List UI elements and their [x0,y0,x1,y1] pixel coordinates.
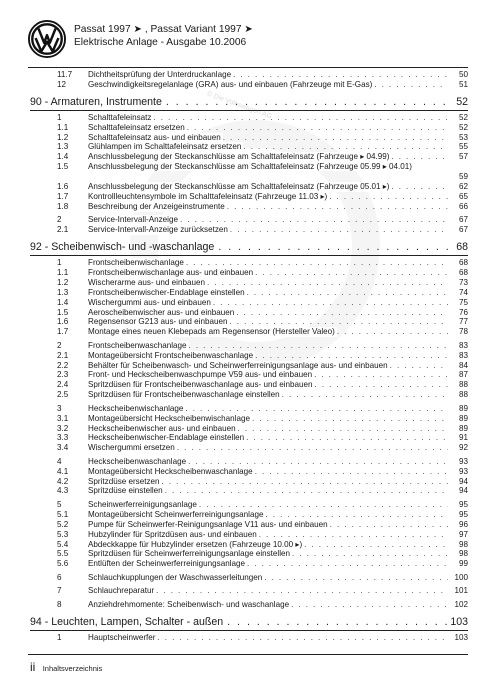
entry-number: 3.3 [57,433,69,443]
chapter-divider [30,630,468,631]
leader-dots [252,414,448,424]
leader-dots [233,70,448,80]
entry-number: 2 [57,215,62,225]
page-header [28,20,465,66]
footer-divider [28,654,468,655]
leader-dots [314,370,448,380]
toc-entry[interactable] [30,510,468,520]
leader-dots [255,467,448,477]
entry-page-number: 91 [458,433,468,443]
toc-entry[interactable] [30,424,468,434]
leader-dots [330,520,448,530]
entry-title: Spritzdüsen für Scheinwerferreinigungsanlage einstellen [88,549,291,559]
entry-number: 2.4 [57,380,69,390]
toc-entry[interactable] [30,192,468,202]
entry-title: Service-Intervall-Anzeige zurücksetzen [88,225,228,235]
entry-page-number: 62 [458,182,468,192]
toc-entry[interactable] [30,327,468,337]
leader-dots [374,80,448,90]
entry-page-number: 68 [458,267,468,277]
toc-entry[interactable] [30,298,468,308]
entry-title: Anschlussbelegung der Steckanschlüsse am Schalttafeleinsatz (Fahrzeuge 05.01 ▸) [88,182,390,192]
entry-title: Service-Intervall-Anzeige [88,215,178,225]
leader-dots [213,298,448,308]
entry-page-number: 76 [458,307,468,317]
chapter-page-number: 68 [456,241,468,254]
entry-page-number: 92 [458,443,468,453]
entry-title: Spritzdüse ersetzen [88,476,160,486]
entry-page-number: 93 [458,456,468,466]
toc-entry[interactable] [30,142,468,152]
toc-entry[interactable] [30,182,468,192]
entry-number: 1.6 [57,182,69,192]
leader-dots [329,192,448,202]
leader-dots [337,327,448,337]
entry-number: 5 [57,499,62,509]
entry-page-number: 52 [458,122,468,132]
leader-dots [390,361,448,371]
leader-dots [304,540,448,550]
entry-title: Schalttafeleinsatz aus- und einbauen [88,132,221,142]
entry-page-number: 97 [458,529,468,539]
toc-entry[interactable] [30,500,468,510]
chapter-heading[interactable] [30,239,468,255]
entry-title: Pumpe für Scheinwerfer-Reinigungsanlage V11 aus- und einbauen [88,519,328,529]
toc-entry[interactable] [30,123,468,133]
entry-title: Wischerarme aus- und einbauen [88,277,205,287]
entry-page-number: 89 [458,423,468,433]
toc-entry[interactable] [30,457,468,467]
leader-dots [230,317,449,327]
toc-entry[interactable] [30,268,468,278]
entry-title: Frontscheibenwischanlage aus- und einbauen [88,267,254,277]
entry-number: 4.2 [57,476,69,486]
toc-entry[interactable] [30,549,468,559]
entry-page-number: 55 [458,142,468,152]
toc-entry[interactable] [30,477,468,487]
entry-number: 3.4 [57,443,69,453]
entry-page-number: 95 [458,509,468,519]
header-divider [28,67,468,68]
entry-title: Scheinwerferreinigungsanlage [88,499,197,509]
entry-number: 5.4 [57,539,69,549]
entry-number: 2.1 [57,225,69,235]
entry-title: Frontscheibenwischer-Endablage einstellen [88,287,245,297]
leader-dots [189,341,448,351]
entry-page-number: 87 [458,370,468,380]
watermark-text: © Die Volkswagen AG [205,90,273,121]
leader-dots [185,404,448,414]
toc-entry[interactable] [30,530,468,540]
leader-dots [247,559,448,569]
entry-number: 1.3 [57,287,69,297]
entry-page-number: 96 [458,519,468,529]
entry-number: 11.7 [57,70,73,79]
entry-number: 3 [57,403,62,413]
footer-page-number: ii [30,660,36,674]
entry-number: 5.3 [57,529,69,539]
toc-entry[interactable] [30,433,468,443]
entry-page-number: 89 [458,413,468,423]
leader-dots [259,530,448,540]
toc-entry[interactable] [30,370,468,380]
entry-page-number: 89 [458,403,468,413]
leader-dots [187,123,448,133]
leader-dots [166,94,450,110]
leader-dots [177,443,448,453]
leader-dots [165,486,448,496]
entry-number: 3.2 [57,423,69,433]
leader-dots [264,573,448,583]
leader-dots [243,142,448,152]
entry-title: Spritzdüse einstellen [88,486,163,496]
leader-dots [246,433,448,443]
entry-title: Frontscheibenwaschanlage [88,340,187,350]
entry-title: Anziehdrehmomente: Scheibenwisch- und waschanlage [88,599,290,609]
entry-number: 2.3 [57,370,69,380]
entry-number: 1.7 [57,327,69,337]
entry-number: 2.1 [57,350,69,360]
toc-entry[interactable] [30,586,468,596]
entry-title: Montageübersicht Heckscheibenwaschanlage [88,466,253,476]
header-model-line: Passat 1997 ➤ , Passat Variant 1997 ➤ [74,24,253,35]
toc-entry[interactable] [30,70,468,80]
leader-dots [391,182,448,192]
entry-page-number: 52 [458,112,468,122]
chapter-heading[interactable] [30,94,468,110]
entry-page-number: 75 [458,297,468,307]
entry-number: 1.7 [57,191,69,201]
leader-dots [162,477,448,487]
leader-dots [265,510,448,520]
entry-page-number: 59 [458,172,468,182]
entry-title: Behälter für Scheibenwasch- und Scheinwerferreinigungsanlage aus- und einbauen [88,360,388,370]
leader-dots [230,225,448,235]
header-edition-line: Elektrische Anlage - Ausgabe 10.2006 [74,37,247,48]
toc-entry[interactable] [30,540,468,550]
entry-title: Montageübersicht Frontscheibenwaschanlage [88,350,254,360]
leader-dots [291,600,448,610]
entry-title: Dichtheitsprüfung der Unterdruckanlage [88,70,232,79]
entry-number: 4.1 [57,466,69,476]
entry-title: Heckscheibenwischer aus- und einbauen [88,423,236,433]
table-of-contents [30,70,468,643]
toc-entry[interactable] [30,215,468,225]
leader-dots [186,258,448,268]
entry-number: 1.2 [57,132,69,142]
entry-title: Montageübersicht Scheinwerferreinigungsanlage [88,509,264,519]
chapter-title: 90 - Armaturen, Instrumente [30,95,162,108]
entry-number: 1.6 [57,317,69,327]
entry-number: 4 [57,456,62,466]
toc-entry[interactable] [30,152,468,162]
entry-title: Heckscheibenwischanlage [88,403,184,413]
entry-page-number: 99 [458,559,468,569]
entry-page-number: 101 [454,586,468,596]
leader-dots [282,390,448,400]
toc-entry[interactable] [30,559,468,569]
toc-entry[interactable] [30,202,468,212]
entry-page-number: 73 [458,277,468,287]
leader-dots [227,202,448,212]
entry-number: 5.6 [57,559,69,569]
leader-dots [227,614,450,630]
entry-title: Kontrollleuchtensymbole im Schalttafeleinsatz (Fahrzeuge 11.03 ▸) [88,191,328,201]
entry-number: 12 [57,79,67,89]
entry-title: Wischergummi aus- und einbauen [88,297,211,307]
entry-page-number: 77 [458,317,468,327]
entry-title: Schalttafeleinsatz ersetzen [88,122,185,132]
toc-entry[interactable] [30,486,468,496]
entry-page-number: 83 [458,340,468,350]
entry-title: Anschlussbelegung der Steckanschlüsse am Schalttafeleinsatz (Fahrzeuge ▸ 04.99) [88,152,390,162]
entry-number: 6 [57,572,62,582]
entry-number: 1.2 [57,277,69,287]
entry-title: Hubzylinder für Spritzdüsen aus- und einbauen [88,529,257,539]
entry-title: Spritzdüsen für Frontscheibenwaschanlage aus- und einbauen [88,380,313,390]
entry-number: 1.4 [57,152,69,162]
entry-title: Heckscheibenwischer-Endablage einstellen [88,433,245,443]
entry-page-number: 100 [454,572,468,582]
entry-number: 1.5 [57,162,69,172]
entry-number: 5.2 [57,519,69,529]
entry-page-number: 53 [458,132,468,142]
chapter-page-number: 103 [450,615,468,628]
entry-number: 2.5 [57,390,69,400]
entry-title: Abdeckkappe für Hubzylinder ersetzen (Fahrzeuge 10.00 ▸) [88,539,303,549]
chapter-divider [30,110,468,111]
entry-page-number: 67 [458,225,468,235]
leader-dots [292,549,448,559]
entry-page-number: 57 [458,152,468,162]
toc-entry[interactable] [30,80,468,90]
leader-dots [236,308,448,318]
entry-number: 5.1 [57,509,69,519]
entry-title: Aeroscheibenwischer aus- und einbauen [88,307,235,317]
entry-number: 3.1 [57,413,69,423]
leader-dots [188,457,448,467]
entry-title: Wischergummi ersetzen [88,443,175,453]
entry-number: 8 [57,599,62,609]
toc-entry[interactable] [30,133,468,143]
toc-entry[interactable] [30,404,468,414]
entry-page-number: 94 [458,476,468,486]
entry-page-number: 84 [458,360,468,370]
entry-title: Anschlussbelegung der Steckanschlüsse am Schalttafeleinsatz (Fahrzeuge 05.99 ▸ 04.01) [88,162,412,172]
entry-number: 1 [57,112,62,122]
leader-dots [238,424,448,434]
entry-title: Schlauchkupplungen der Waschwasserleitungen [88,572,263,582]
entry-page-number: 103 [454,632,468,642]
chapter-page-number: 52 [456,95,468,108]
toc-entry[interactable] [30,573,468,583]
entry-page-number: 88 [458,390,468,400]
entry-number: 1.3 [57,142,69,152]
entry-page-number: 78 [458,327,468,337]
leader-dots [157,633,448,643]
leader-dots [199,500,448,510]
entry-title: Beschreibung der Anzeigeinstrumente [88,201,225,211]
page-footer [30,660,102,674]
leader-dots [156,586,448,596]
entry-title: Glühlampen im Schalttafeleinsatz ersetzen [88,142,242,152]
toc-entry[interactable] [30,278,468,288]
entry-title: Spritzdüsen für Frontscheibenwaschanlage einstellen [88,390,280,400]
toc-entry[interactable] [30,520,468,530]
entry-page-number: 95 [458,499,468,509]
entry-number: 4.3 [57,486,69,496]
chapter-title: 92 - Scheibenwisch- und -waschanlage [30,241,215,254]
entry-title: Geschwindigkeitsregelanlage (GRA) aus- und einbauen (Fahrzeuge mit E-Gas) [88,79,373,89]
leader-dots [255,351,448,361]
toc-entry[interactable] [30,225,468,235]
entry-page-number: 98 [458,549,468,559]
entry-number: 1.4 [57,297,69,307]
entry-number: 1.8 [57,201,69,211]
entry-page-number: 50 [458,70,468,79]
chapter-divider [30,255,468,256]
toc-entry[interactable] [30,467,468,477]
entry-number: 1 [57,632,62,642]
entry-page-number: 102 [454,599,468,609]
entry-title: Schlauchreparatur [88,586,155,596]
entry-number: 2.2 [57,360,69,370]
leader-dots [255,268,448,278]
toc-entry[interactable] [30,308,468,318]
leader-dots [247,288,448,298]
entry-number: 7 [57,586,62,596]
entry-page-number: 74 [458,287,468,297]
entry-page-number: 51 [458,79,468,89]
entry-title: Hauptscheinwerfer [88,632,156,642]
entry-number: 1.5 [57,307,69,317]
leader-dots [207,278,448,288]
chapter-title: 94 - Leuchten, Lampen, Schalter - außen [30,615,224,628]
chapter-heading[interactable] [30,614,468,630]
toc-entry[interactable] [30,443,468,453]
entry-title: Schalttafeleinsatz [88,112,152,122]
toc-entry[interactable] [30,600,468,610]
toc-entry[interactable] [30,380,468,390]
entry-page-number: 66 [458,201,468,211]
leader-dots [180,215,448,225]
entry-page-number: 68 [458,258,468,268]
entry-page-number: 88 [458,380,468,390]
entry-number: 1.1 [57,122,69,132]
entry-page-number: 93 [458,466,468,476]
toc-entry[interactable] [30,361,468,371]
entry-title: Montage eines neuen Klebepads am Regensensor (Hersteller Valeo) [88,327,335,337]
leader-dots [223,133,448,143]
toc-entry[interactable] [30,390,468,400]
entry-title: Regensensor G213 aus- und einbauen [88,317,228,327]
toc-entry[interactable] [30,414,468,424]
toc-entry[interactable] [30,113,468,123]
entry-title: Heckscheibenwaschanlage [88,456,187,466]
leader-dots [315,380,448,390]
toc-entry[interactable] [30,341,468,351]
leader-dots [153,113,448,123]
leader-dots [218,239,450,255]
toc-entry[interactable] [30,317,468,327]
toc-entry[interactable] [30,258,468,268]
entry-number: 2 [57,340,62,350]
entry-title: Entlüften der Scheinwerferreinigungsanlage [88,559,246,569]
entry-title: Frontscheibenwischanlage [88,258,184,268]
vw-logo-icon [28,20,66,58]
entry-title: Montageübersicht Heckscheibenwischanlage [88,413,250,423]
toc-entry[interactable] [30,351,468,361]
entry-page-number: 83 [458,350,468,360]
entry-number: 5.5 [57,549,69,559]
toc-entry[interactable] [30,162,468,182]
toc-entry[interactable] [30,633,468,643]
toc-entry[interactable] [30,288,468,298]
footer-section-title: Inhaltsverzeichnis [42,664,103,673]
entry-title: Front- und Heckscheibenwaschpumpe V59 aus- und einbauen [88,370,313,380]
entry-page-number: 98 [458,539,468,549]
entry-number: 1.1 [57,267,69,277]
entry-page-number: 94 [458,486,468,496]
entry-number: 1 [57,258,62,268]
entry-page-number: 65 [458,191,468,201]
entry-page-number: 67 [458,215,468,225]
leader-dots [391,152,448,162]
